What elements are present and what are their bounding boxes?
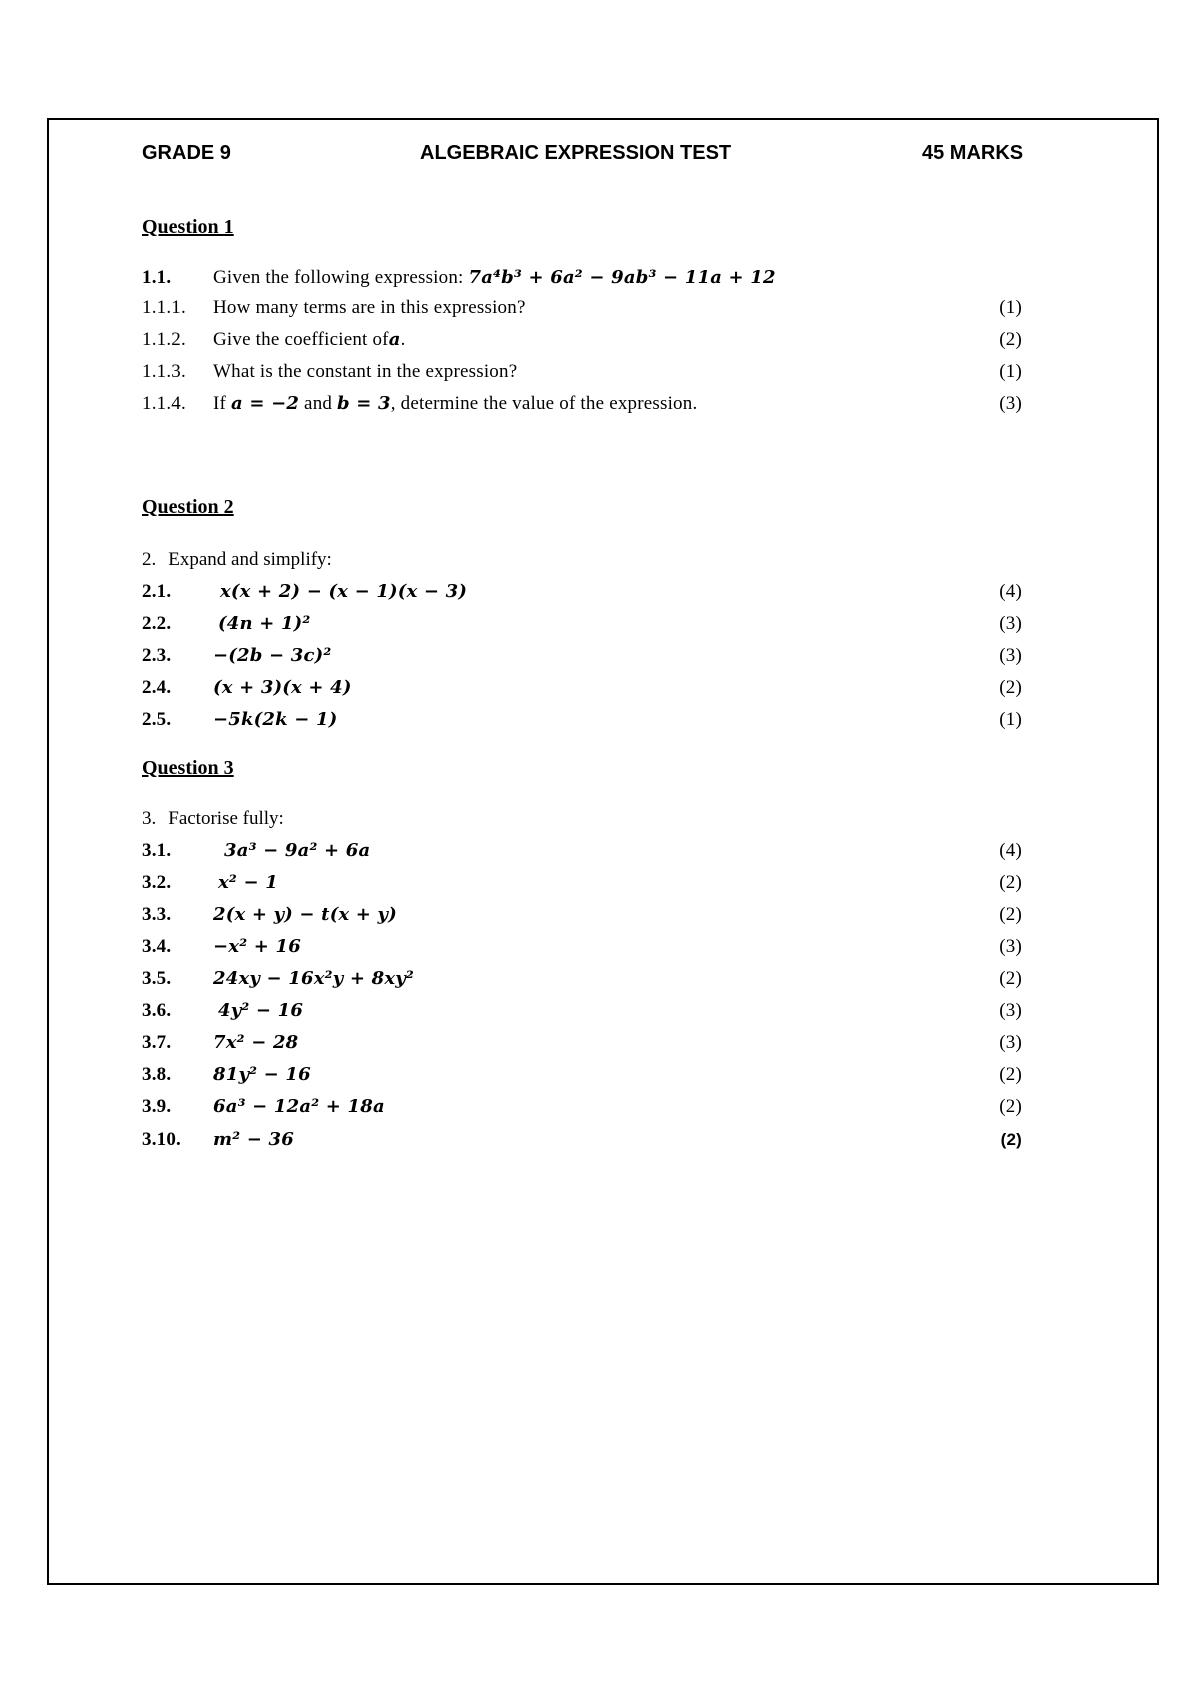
- question-3-4: [142, 932, 1022, 962]
- question-3-intro: [142, 804, 284, 834]
- item-text: Give the coefficient of: [213, 329, 389, 350]
- expression: −5k(2k − 1): [213, 709, 338, 730]
- question-2-5: [142, 705, 1022, 735]
- expression: m² − 36: [213, 1129, 294, 1150]
- condition-b: b = 3: [337, 393, 391, 414]
- item-marks: (2): [999, 1064, 1022, 1085]
- item-marks: (3): [999, 613, 1022, 634]
- item-marks: (2): [1000, 1130, 1022, 1149]
- item-number: 3.2.: [142, 872, 172, 893]
- expression: (4n + 1)²: [218, 613, 311, 634]
- item-number: 2.3.: [142, 645, 172, 666]
- question-3-9: [142, 1092, 1022, 1122]
- item-tail: .: [400, 329, 406, 350]
- item-number: 1.1.1.: [142, 297, 186, 318]
- intro-number: 3.: [142, 808, 157, 829]
- item-number: 3.9.: [142, 1096, 172, 1117]
- question-3-1: [142, 836, 1022, 866]
- question-1-heading: Question 1: [142, 216, 234, 238]
- item-number: 2.2.: [142, 613, 172, 634]
- question-1-1-3: [142, 357, 1022, 387]
- test-title: ALGEBRAIC EXPRESSION TEST: [420, 142, 732, 164]
- item-text: How many terms are in this expression?: [213, 297, 526, 318]
- item-text: What is the constant in the expression?: [213, 361, 518, 382]
- question-3-3: [142, 900, 1022, 930]
- expression: (x + 3)(x + 4): [213, 677, 352, 698]
- question-3-7: [142, 1028, 1022, 1058]
- item-number: 3.1.: [142, 840, 172, 861]
- question-3-8: [142, 1060, 1022, 1090]
- question-3-6: [142, 996, 1022, 1026]
- expression: 81y² − 16: [213, 1064, 311, 1085]
- question-3-2: [142, 868, 1022, 898]
- item-number: 2.1.: [142, 581, 172, 602]
- question-2-heading: Question 2: [142, 496, 234, 518]
- expression: 2(x + y) − t(x + y): [213, 904, 397, 925]
- intro-text: Expand and simplify:: [168, 549, 332, 570]
- question-2-intro: [142, 545, 332, 575]
- item-number: 3.4.: [142, 936, 172, 957]
- item-number: 3.8.: [142, 1064, 172, 1085]
- question-3-heading: Question 3: [142, 757, 234, 779]
- question-2-4: [142, 673, 1022, 703]
- question-1-1-1: [142, 293, 1022, 323]
- item-number: 1.1.4.: [142, 393, 186, 414]
- item-tail: , determine the value of the expression.: [390, 393, 698, 414]
- expression: 7a⁴b³ + 6a² − 9ab³ − 11a + 12: [468, 267, 776, 288]
- question-3-10: [142, 1125, 1022, 1155]
- item-number: 3.10.: [142, 1129, 181, 1150]
- item-marks: (2): [999, 872, 1022, 893]
- item-marks: (3): [999, 1000, 1022, 1021]
- item-number: 3.5.: [142, 968, 172, 989]
- question-1-1-2: [142, 325, 1022, 355]
- intro-number: 2.: [142, 549, 157, 570]
- expression: x(x + 2) − (x − 1)(x − 3): [220, 581, 468, 602]
- question-3-5: [142, 964, 1022, 994]
- item-text: If: [213, 393, 232, 414]
- item-number: 1.1.: [142, 267, 172, 288]
- item-marks: (2): [999, 677, 1022, 698]
- intro-text: Factorise fully:: [168, 808, 284, 829]
- item-marks: (1): [999, 361, 1022, 382]
- item-mid: and: [299, 393, 338, 414]
- expression: 4y² − 16: [218, 1000, 304, 1021]
- item-marks: (4): [999, 581, 1022, 602]
- question-1-1: [142, 263, 1022, 293]
- item-number: 1.1.2.: [142, 329, 186, 350]
- expression: 6a³ − 12a² + 18a: [213, 1096, 385, 1117]
- item-number: 3.3.: [142, 904, 172, 925]
- expression: 3a³ − 9a² + 6a: [224, 840, 371, 861]
- expression: −(2b − 3c)²: [213, 645, 332, 666]
- grade-label: GRADE 9: [142, 142, 231, 164]
- item-marks: (1): [999, 709, 1022, 730]
- expression: 7x² − 28: [213, 1032, 299, 1053]
- item-marks: (3): [999, 393, 1022, 414]
- item-number: 2.5.: [142, 709, 172, 730]
- variable: a: [388, 329, 401, 350]
- item-marks: (3): [999, 645, 1022, 666]
- total-marks: 45 MARKS: [922, 142, 1024, 164]
- item-number: 3.7.: [142, 1032, 172, 1053]
- question-2-2: [142, 609, 1022, 639]
- item-marks: (2): [999, 1096, 1022, 1117]
- question-1-1-4: [142, 389, 1022, 419]
- item-marks: (1): [999, 297, 1022, 318]
- expression: x² − 1: [218, 872, 278, 893]
- item-marks: (3): [999, 1032, 1022, 1053]
- expression: −x² + 16: [213, 936, 301, 957]
- item-number: 1.1.3.: [142, 361, 186, 382]
- item-number: 3.6.: [142, 1000, 172, 1021]
- expression: 24xy − 16x²y + 8xy²: [213, 968, 414, 989]
- item-number: 2.4.: [142, 677, 172, 698]
- question-2-3: [142, 641, 1022, 671]
- condition-a: a = −2: [231, 393, 300, 414]
- question-2-1: [142, 577, 1022, 607]
- item-text: Given the following expression:: [213, 267, 469, 288]
- item-marks: (2): [999, 904, 1022, 925]
- item-marks: (4): [999, 840, 1022, 861]
- item-marks: (2): [999, 329, 1022, 350]
- item-marks: (2): [999, 968, 1022, 989]
- item-marks: (3): [999, 936, 1022, 957]
